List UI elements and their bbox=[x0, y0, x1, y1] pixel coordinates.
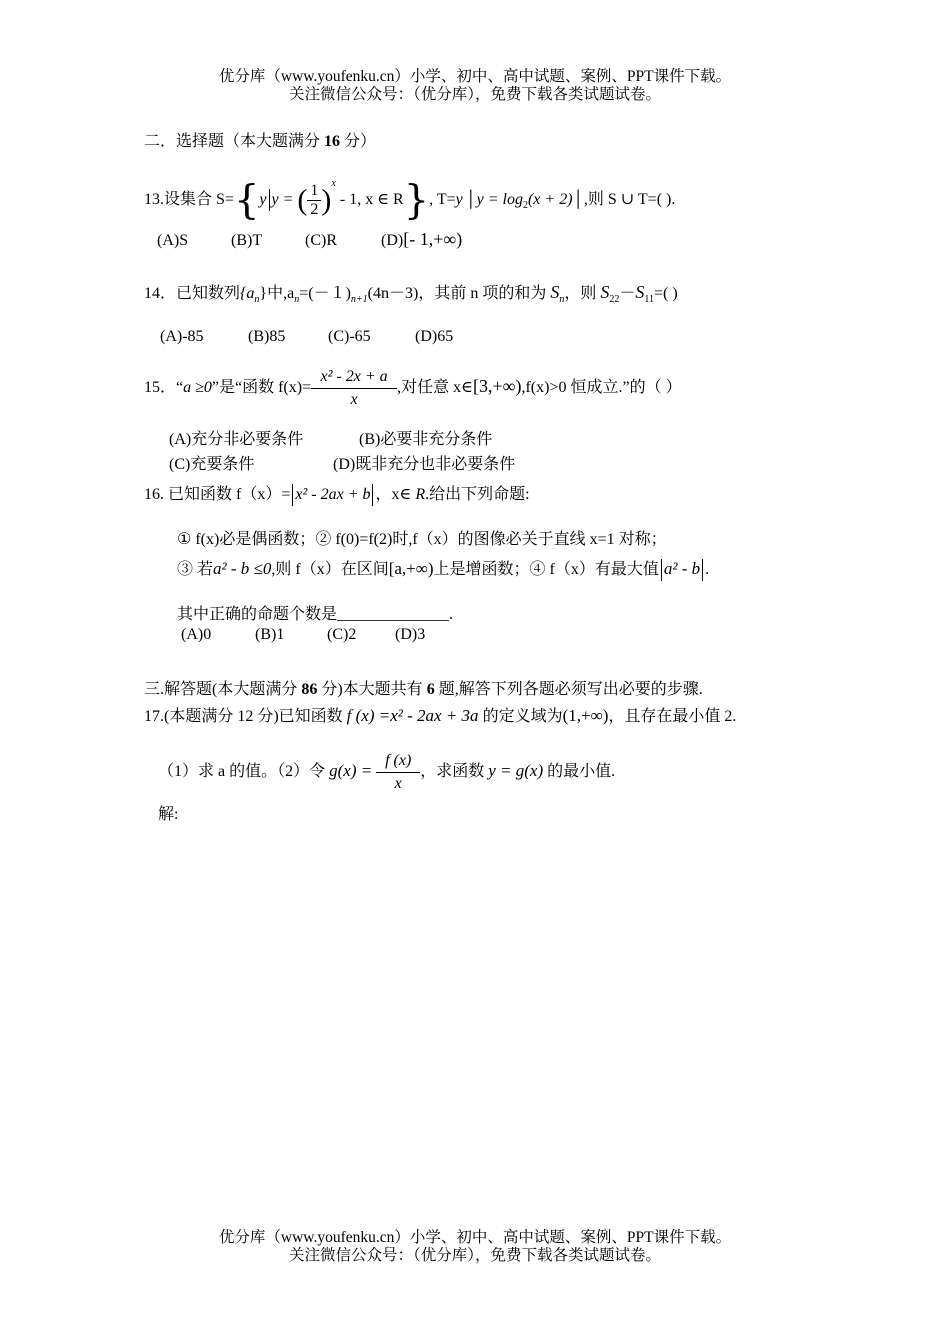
answer-label: 解: bbox=[158, 806, 179, 823]
question-16-proposition-3-4: ③ 若a² - b ≤0,则 f（x）在区间[a,+∞)上是增函数；④ f（x）有最大值 a² - b . bbox=[177, 556, 709, 581]
question-17-parts: （1）求 a 的值。（2）令 g(x) = $\frac{f (x)}{x}$ ，求函数 y = g(x) 的最小值. bbox=[158, 747, 615, 795]
fraction-f: $\frac{\text{x² - 2x + a}}{x}$ bbox=[311, 366, 397, 411]
header-line-1: 优分库（www.youfenku.cn）小学、初中、高中试题、案例、PPT课件下载。 bbox=[218, 68, 732, 85]
question-16-options: (A)0 (B)1 (C)2 (D)3 bbox=[181, 626, 426, 643]
question-15: 15．“a ≥0”是“函数 f(x)= $\frac{\text{x² - 2x + a}}{x}$ ,对任意 x∈[3,+∞),f(x)>0 恒成立.”的（ ） bbox=[144, 360, 682, 412]
question-14-options: (A)-85 (B)85 (C)-65 (D)65 bbox=[160, 328, 454, 345]
question-15-options-row-2: (C)充要条件 (D)既非充分也非必要条件 bbox=[169, 456, 516, 473]
question-13-options: (A)S (B)T (C)R (D)[- 1,+∞) bbox=[157, 229, 463, 249]
question-14: 14．已知数列$\{a_n\}$中$,a_n=(-1)_{n+1}(4n-3)$，其前 n 项的和为 $S_n$，则 $S_{22}-S_{11}=$( ) bbox=[144, 282, 678, 306]
footer-line-2: 关注微信公众号：（优分库），免费下载各类试题试卷。 bbox=[288, 1247, 661, 1264]
question-16: 16. 已知函数 f（x）= x² - 2ax + b ，x∈ R.给出下列命题: bbox=[144, 481, 530, 506]
question-17: 17.(本题满分 12 分)已知函数 f (x) =x² - 2ax + 3a 的定义域为(1,+∞)，且存在最小值 2. bbox=[144, 706, 737, 725]
section2-title: 二．选择题（本大题满分 16 分） bbox=[144, 133, 377, 150]
section3-title: 三.解答题(本大题满分 86 分)本大题共有 6 题,解答下列各题必须写出必要的步骤. bbox=[144, 681, 703, 698]
question-15-options-row-1: (A)充分非必要条件 (B)必要非充分条件 bbox=[169, 431, 493, 448]
question-13: 13.设集合 S={y y = ( $\frac{1}{2}$ )$^x$ - 1, x ∈ R}, T=y │y = $\log_2(x$ + 2)│,则 S ∪ T=( ). bbox=[144, 177, 676, 224]
question-16-proposition-1-2: ① f(x)必是偶函数；② f(0)=f(2)时,f（x）的图像必关于直线 x=1 对称； bbox=[177, 531, 667, 548]
header-line-2: 关注微信公众号：（优分库），免费下载各类试题试卷。 bbox=[288, 86, 661, 103]
question-16-count: 其中正确的命题个数是______________. bbox=[177, 606, 454, 623]
fraction-half: $\frac{1}{2}$ bbox=[307, 182, 321, 219]
footer-line-1: 优分库（www.youfenku.cn）小学、初中、高中试题、案例、PPT课件下载。 bbox=[218, 1229, 732, 1246]
fraction-g: $\frac{f (x)}{x}$ bbox=[376, 750, 420, 795]
